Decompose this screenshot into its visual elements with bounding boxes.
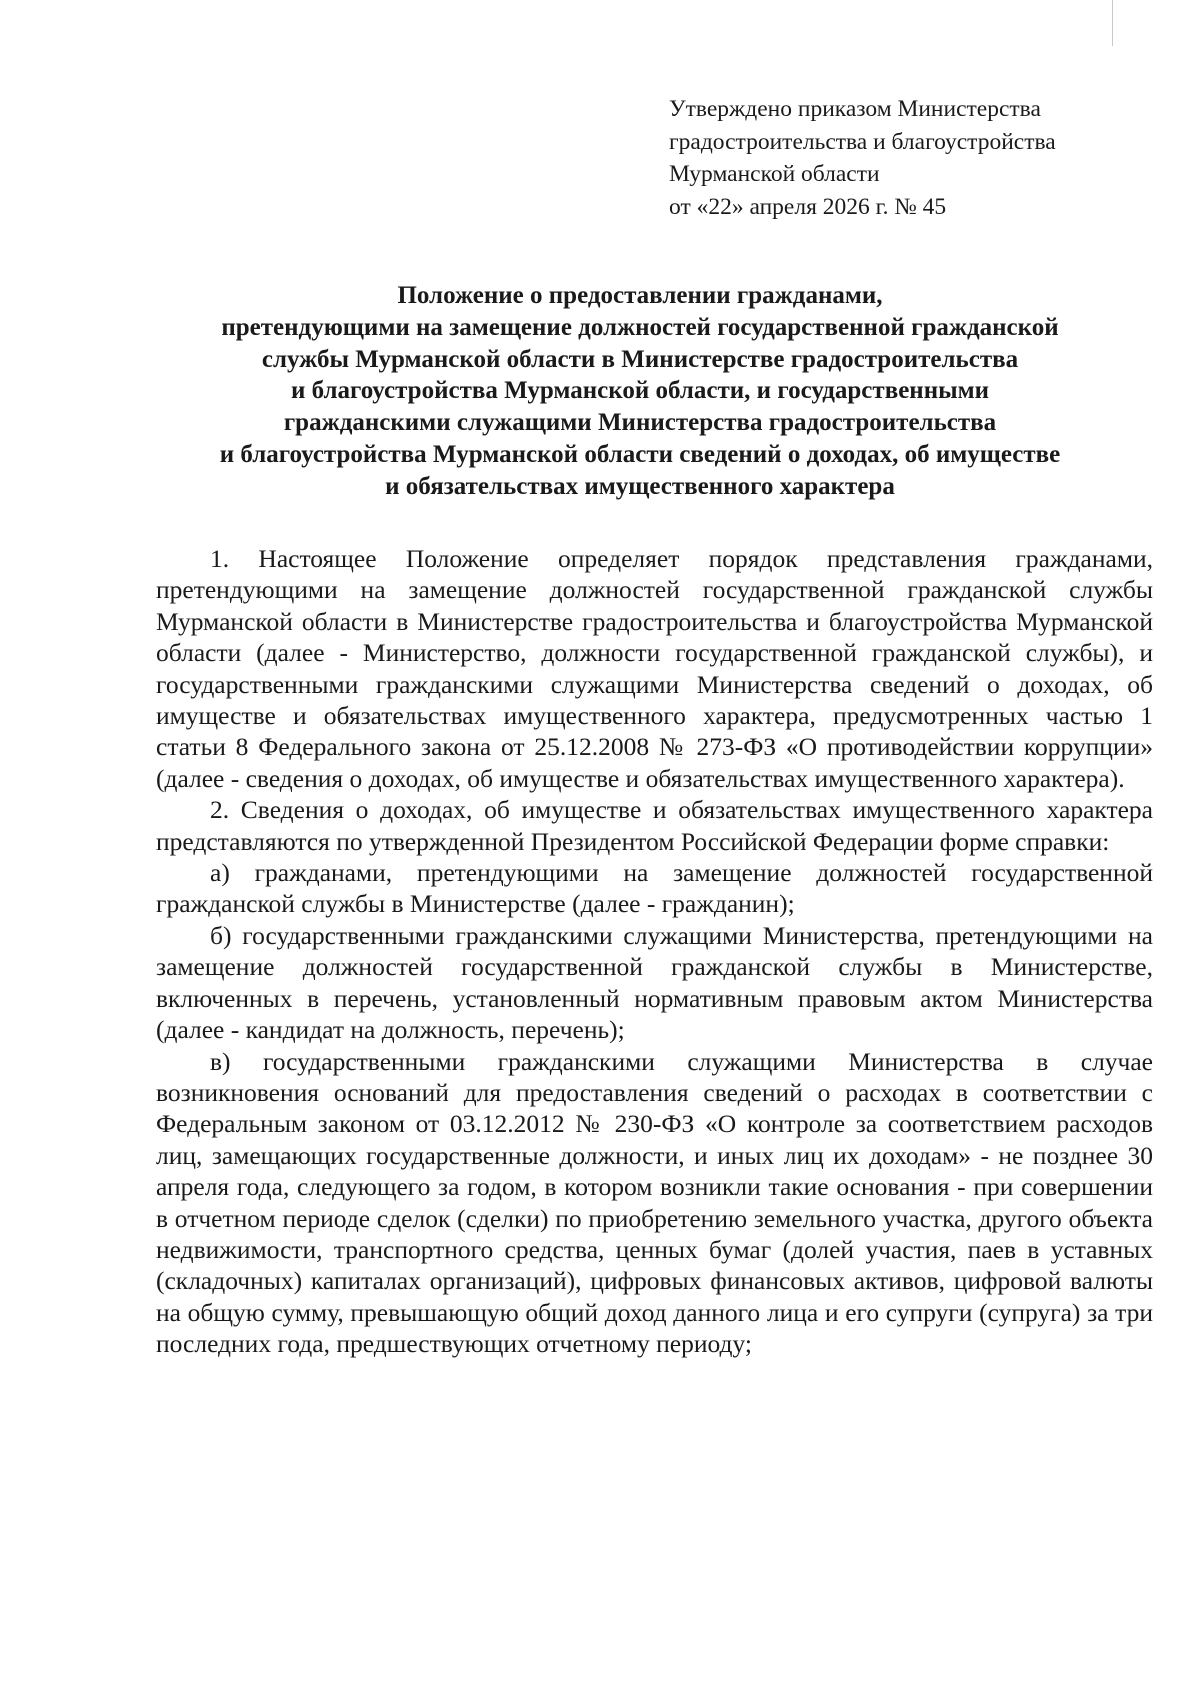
document-title <box>140 280 1140 503</box>
title-line: гражданскими служащими Министерства градостроительства <box>283 409 997 437</box>
approval-line-1: Утверждено приказом Министерства <box>669 96 1041 122</box>
title-line: службы Мурманской области в Министерстве градостроительства <box>261 345 1019 373</box>
paragraph-2b: б) государственными гражданскими служащими Министерства, претендующими на замещение должностей государственной гражданской службы в Министерстве, включенных в перечень, установленный нормативным правовым актом Министерства (далее - кандидат на должность, перечень); <box>156 920 1153 1045</box>
approval-line-3: Мурманской области <box>669 161 880 187</box>
title-line: претендующими на замещение должностей государственной гражданской <box>221 313 1059 341</box>
approval-line-4: от «22» апреля 2026 г. № 45 <box>669 193 947 220</box>
title-line: Положение о предоставлении гражданами, <box>397 282 883 309</box>
title-line: и благоустройства Мурманской области, и государственными <box>290 377 990 405</box>
approval-block <box>669 93 1149 223</box>
paragraph-2v: в) государственными гражданскими служащими Министерства в случае возникновения оснований для предоставления сведений о расходах в соответствии с Федеральным законом от 03.12.2012 № 230-ФЗ «О контроле за соответствием расходов лиц, замещающих государственные должности, и иных лиц их доходам» - не позднее 30 апреля года, следующего за годом, в котором возникли такие основания - при совершении в отчетном периоде сделок (сделки) по приобретению земельного участка, другого объекта недвижимости, транспортного средства, ценных бумаг (долей участия, паев в уставных (складочных) капиталах организаций), цифровых финансовых активов, цифровой валюты на общую сумму, превышающую общий доход данного лица и его супруги (супруга) за три последних года, предшествующих отчетному периоду; <box>156 1046 1153 1359</box>
approval-line-2: градостроительства и благоустройства <box>669 128 1056 155</box>
title-line: и благоустройства Мурманской области сведений о доходах, об имуществе <box>219 440 1061 468</box>
scan-edge-line <box>1112 0 1113 46</box>
paragraph-1: 1. Настоящее Положение определяет порядок представления гражданами, претендующими на замещение должностей государственной гражданской службы Мурманской области в Министерстве градостроительства и благоустройства Мурманской области (далее - Министерство, должности государственной гражданской службы), и государственными гражданскими служащими Министерства сведений о доходах, об имуществе и обязательствах имущественного характера, предусмотренных частью 1 статьи 8 Федерального закона от 25.12.2008 № 273-ФЗ «О противодействии коррупции» (далее - сведения о доходах, об имуществе и обязательствах имущественного характера). <box>156 544 1153 793</box>
document-body <box>156 543 1153 1360</box>
paragraph-2: 2. Сведения о доходах, об имуществе и обязательствах имущественного характера представляются по утвержденной Президентом Российской Федерации форме справки: <box>156 795 1153 856</box>
paragraph-2a: а) гражданами, претендующими на замещение должностей государственной гражданской службы в Министерстве (далее - гражданин); <box>156 858 1153 919</box>
title-line: и обязательствах имущественного характера <box>385 472 895 500</box>
